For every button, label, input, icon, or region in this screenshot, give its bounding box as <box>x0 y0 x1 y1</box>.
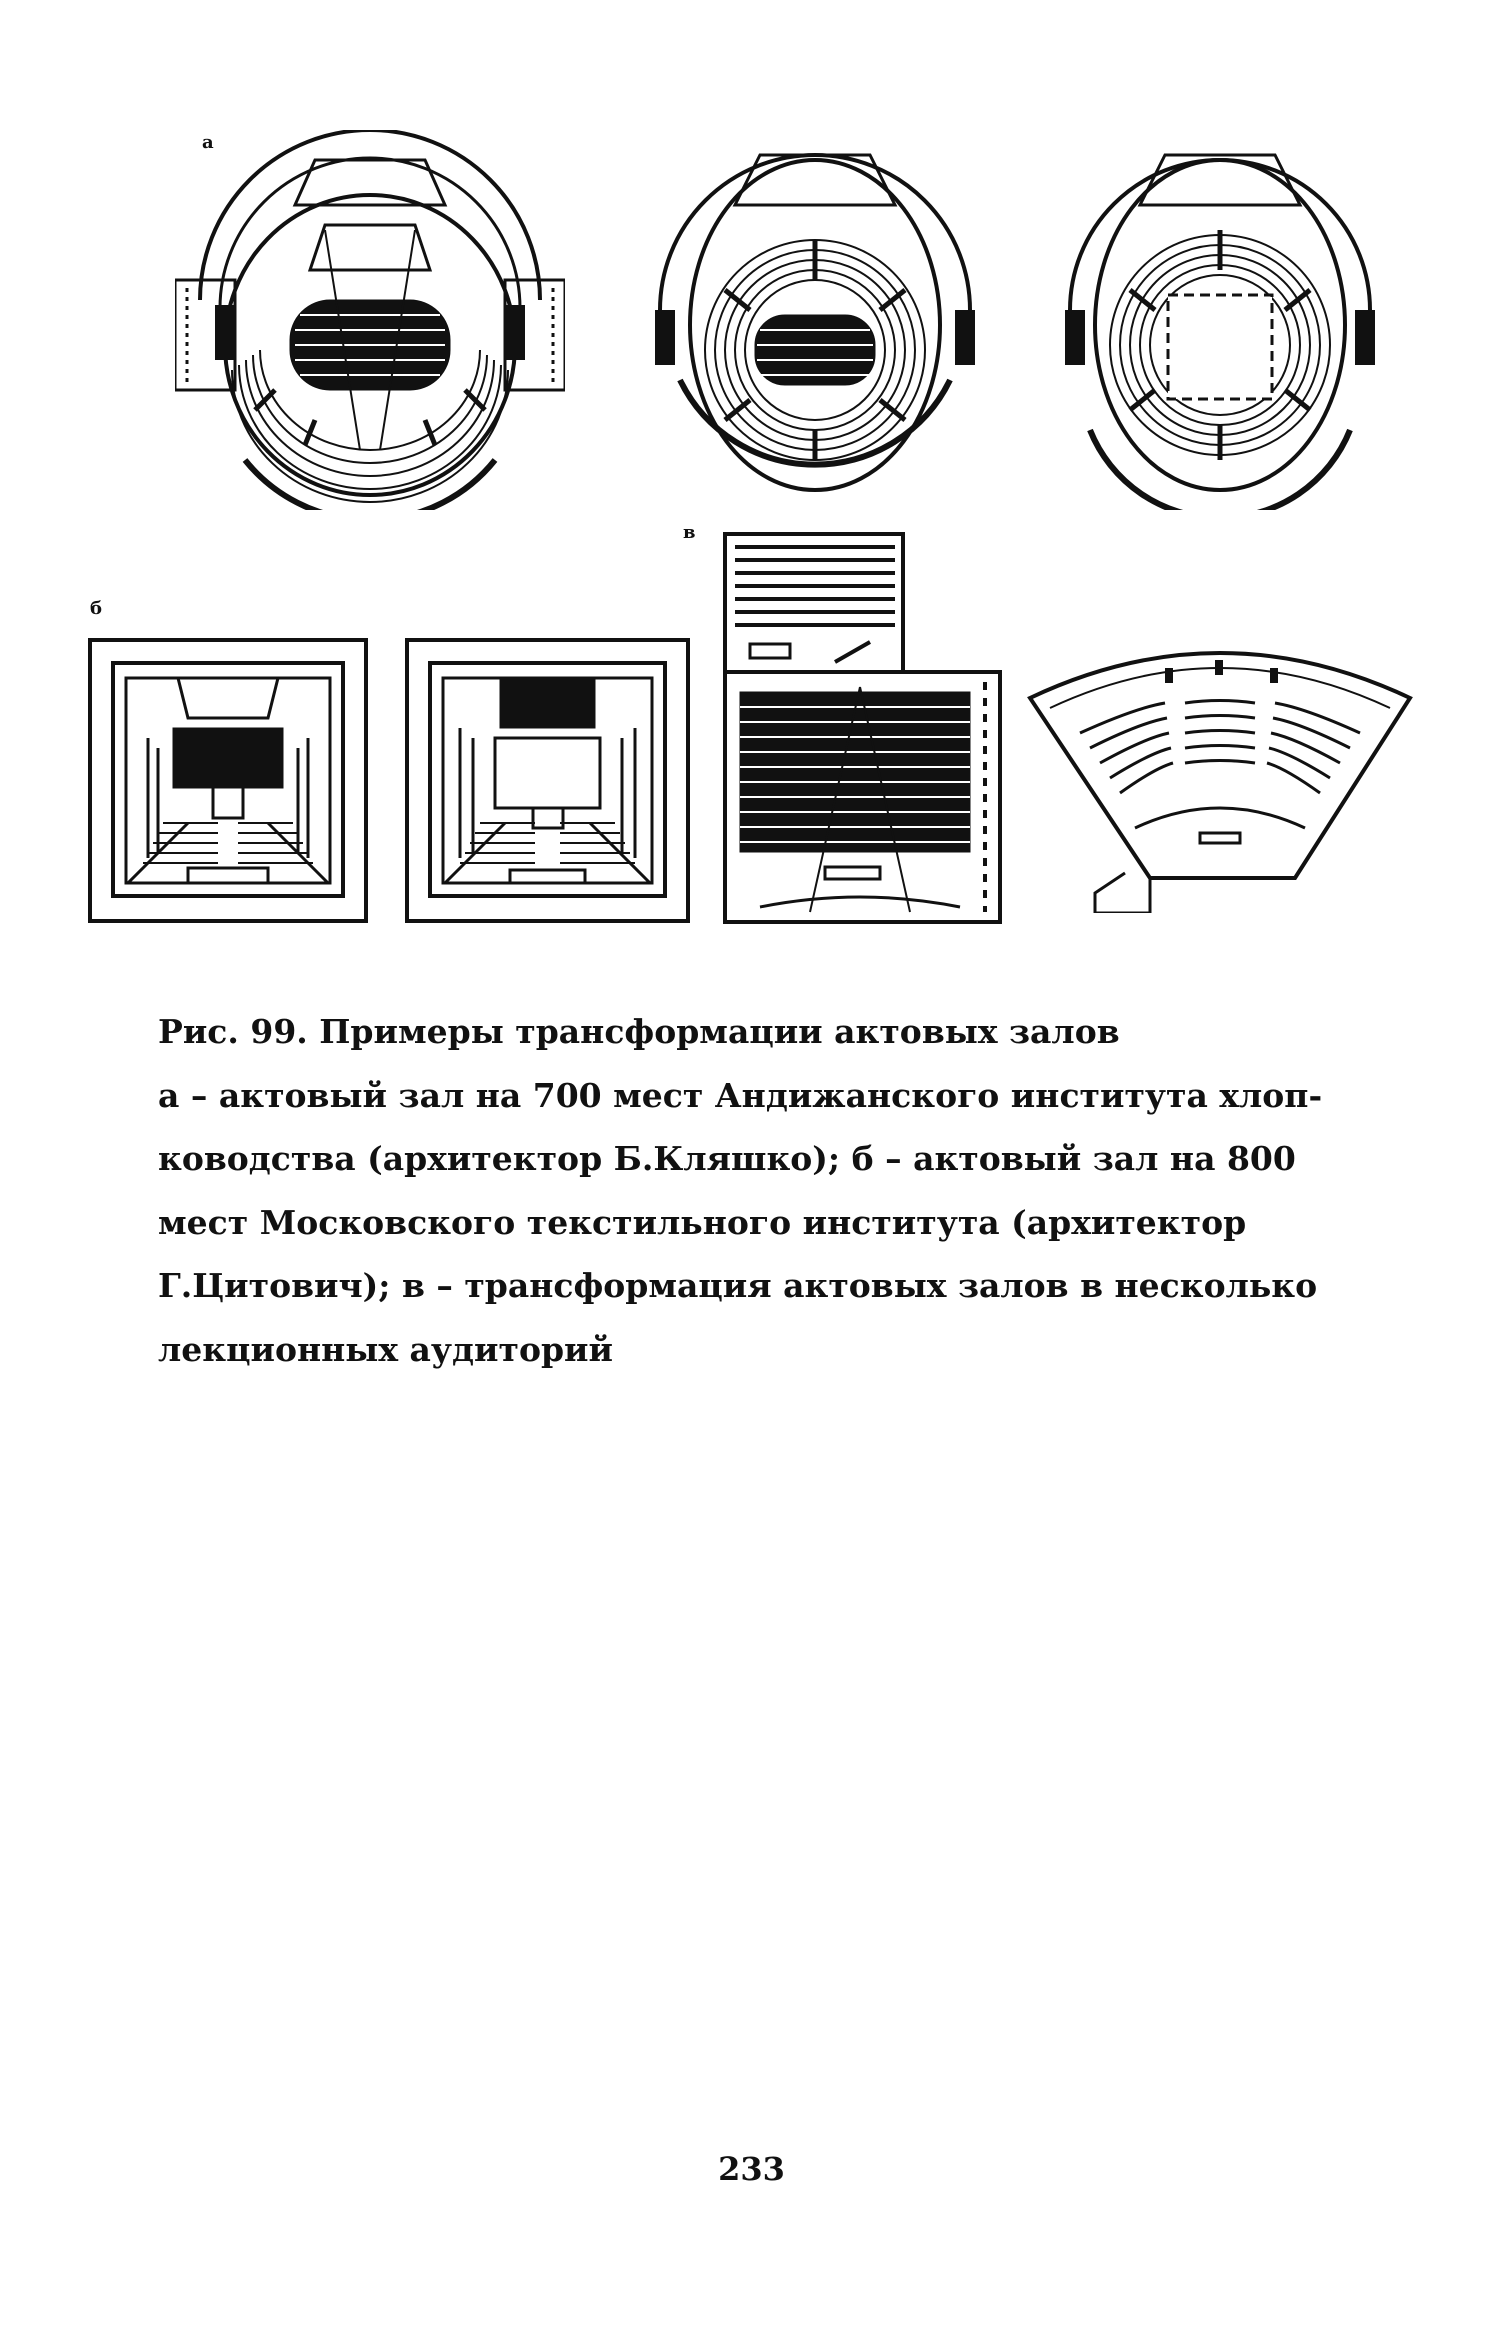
auditorium-plan-a2 <box>645 130 985 510</box>
auditorium-plan-b1 <box>88 638 368 923</box>
figure-label-b: б <box>90 598 103 619</box>
figure-label-v: в <box>683 522 696 543</box>
auditorium-plan-v1 <box>720 532 1010 927</box>
figure-label-a: а <box>202 132 214 153</box>
figure-caption <box>158 1000 1358 1381</box>
caption-line: ководства (архитектор Б.Кляшко); б – актовый зал на 800 <box>158 1139 1296 1178</box>
auditorium-plan-a1 <box>175 130 565 510</box>
page-number: 233 <box>718 2150 785 2188</box>
caption-line: а – актовый зал на 700 мест Андижанского института хлоп- <box>158 1075 1323 1115</box>
caption-line: лекционных аудиторий <box>158 1329 613 1369</box>
auditorium-plan-a3 <box>1055 130 1385 510</box>
auditorium-plan-b2 <box>405 638 690 923</box>
caption-line: мест Московского текстильного института (архитектор <box>158 1202 1247 1242</box>
caption-line: Г.Цитович); в – трансформация актовых залов в несколько <box>158 1266 1318 1305</box>
caption-line: Рис. 99. Примеры трансформации актовых залов <box>158 1012 1120 1051</box>
auditorium-plan-v2 <box>1025 628 1415 913</box>
